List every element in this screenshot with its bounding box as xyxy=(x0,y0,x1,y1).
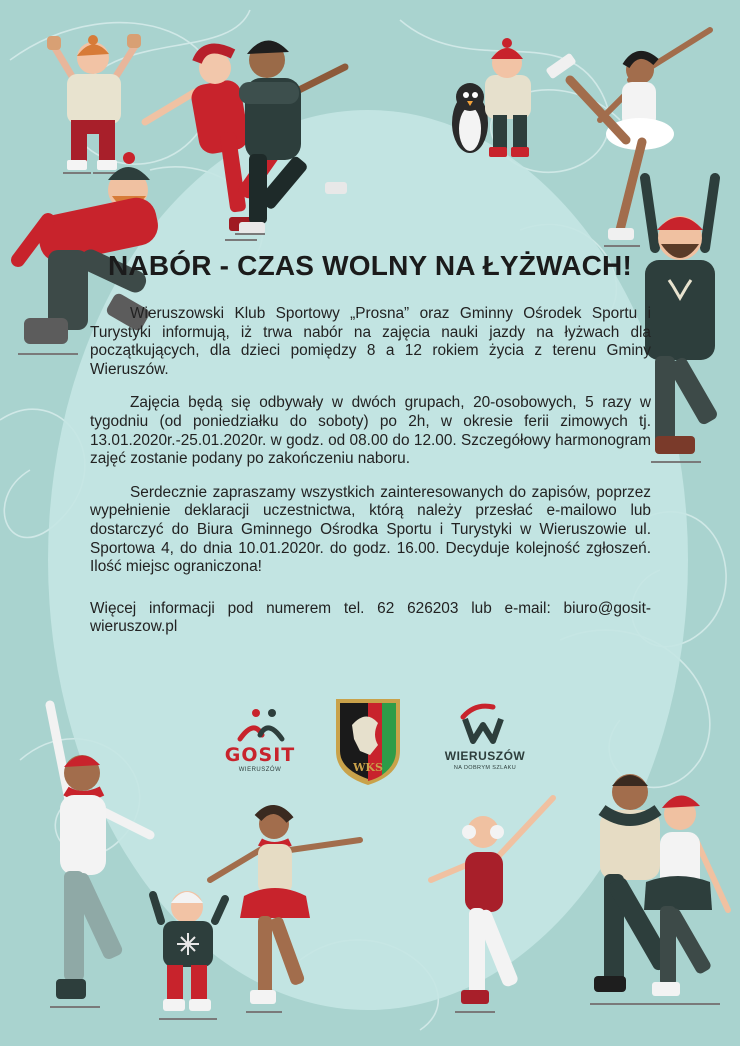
gosit-logo-name: GOSIT xyxy=(224,744,296,766)
wieruszow-emblem-icon xyxy=(435,703,535,745)
paragraph-intro: Wieruszowski Klub Sportowy „Prosna” oraz Gminny Ośrodek Sportu i Turystyki informują, iż trwa nabór na zajęcia nauki jazdy na łyżwach dla początkujących, dla dzieci pomiędzy 8 a 12 rokiem życia z terenu Gminy Wieruszów. xyxy=(90,305,651,378)
paragraph-contact: Więcej informacji pod numerem tel. 62 626203 lub e-mail: biuro@gosit-wieruszow.pl xyxy=(90,599,651,636)
wieruszow-logo xyxy=(435,703,535,783)
woman-skater-arms-up-illustration xyxy=(20,695,160,1025)
gosit-logo xyxy=(210,705,310,785)
poster-body xyxy=(90,305,651,652)
woman-red-skirt-illustration xyxy=(200,800,365,1025)
gosit-logo-sub: WIERUSZÓW xyxy=(238,767,282,773)
wks-crest-logo xyxy=(332,695,404,787)
wks-shield-icon xyxy=(332,695,404,787)
logos-row xyxy=(200,695,540,795)
gosit-logo-text xyxy=(210,745,310,765)
wks-crest-text: WKS xyxy=(353,761,383,774)
paragraph-schedule: Zajęcia będą się odbywały w dwóch grupach, 20-osobowych, 5 razy w tygodniu (od poniedziałku do soboty) po 2h, w okresie ferii zimowych tj. 13.01.2020r.-25.01.2020r. w godz. od 08.00 do 12.00. Szczegółowy harmonogram zajęć zostanie podany po zakończeniu naboru. xyxy=(90,394,651,468)
poster-title: NABÓR - CZAS WOLNY NA ŁYŻWACH! xyxy=(108,250,632,281)
paragraph-registration: Serdecznie zapraszamy wszystkich zainteresowanych do zapisów, poprzez wypełnienie deklaracji uczestnictwa, którą należy przesłać e-mailowo lub dostarczyć do Biura Gminnego Ośrodka Sportu i Turystyki w Wieruszowie ul. Sportowa 4, do dnia 10.01.2020r. do godz. 16.00. Decyduje kolejność zgłoszeń. Ilość miejsc ograniczona! xyxy=(90,483,651,576)
wieruszow-logo-sub: NA DOBRYM SZLAKU xyxy=(453,765,517,771)
wieruszow-logo-name: WIERUSZÓW xyxy=(444,749,526,763)
gosit-emblem-icon xyxy=(210,705,310,745)
bottom-couple-illustration xyxy=(520,770,735,1025)
